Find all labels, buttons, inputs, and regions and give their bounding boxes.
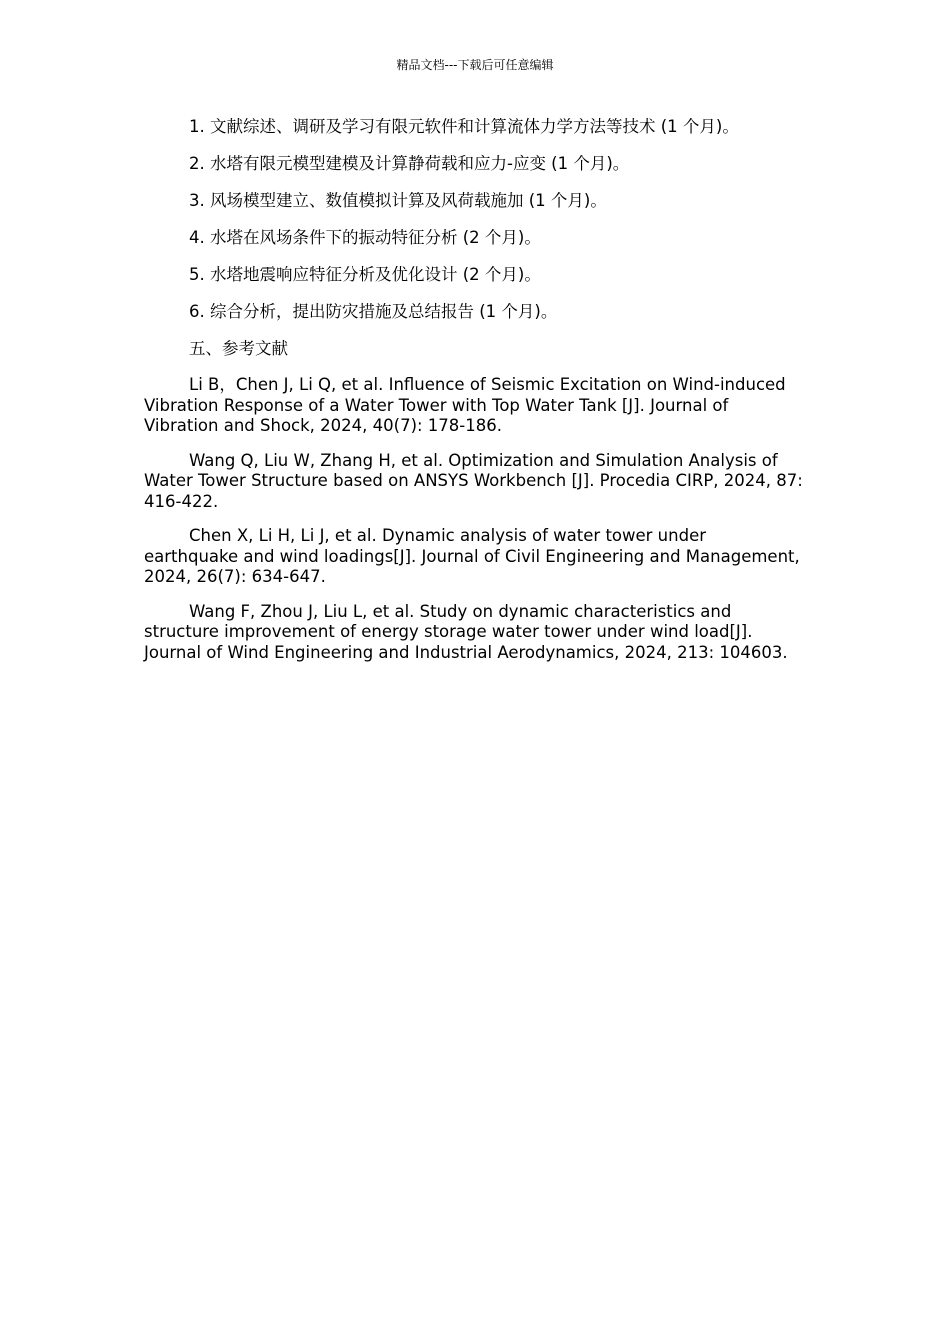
task-item: 5. 水塔地震响应特征分析及优化设计 (2 个月)。 [189,265,541,284]
task-item: 6. 综合分析，提出防灾措施及总结报告 (1 个月)。 [189,302,558,321]
reference-item: Li B，Chen J, Li Q, et al. Influence of Seismic Excitation on Wind-induced Vibration Response of a Water Tower with Top Water Tank [J]. Journal of Vibration and Shock, 2024, 40(7): 178-186. [144,375,786,435]
task-item: 3. 风场模型建立、数值模拟计算及风荷载施加 (1 个月)。 [189,191,607,210]
reference-item: Chen X, Li H, Li J, et al. Dynamic analysis of water tower under earthquake and wind loadings[J]. Journal of Civil Engineering and Management, 2024, 26(7): 634-647. [144,526,800,586]
document-body [144,116,804,677]
page-header: 精品文档---下载后可任意编辑 [396,58,554,72]
reference-list [144,375,804,663]
reference-item: Wang Q, Liu W, Zhang H, et al. Optimization and Simulation Analysis of Water Tower Structure based on ANSYS Workbench [J]. Procedia CIRP, 2024, 87: 416-422. [144,450,803,511]
task-item: 2. 水塔有限元模型建模及计算静荷载和应力-应变 (1 个月)。 [189,154,630,173]
task-item: 4. 水塔在风场条件下的振动特征分析 (2 个月)。 [189,228,541,247]
references-heading: 五、参考文献 [189,339,288,358]
task-item: 1. 文献综述、调研及学习有限元软件和计算流体力学方法等技术 (1 个月)。 [189,117,739,136]
reference-item: Wang F, Zhou J, Liu L, et al. Study on dynamic characteristics and structure improvement of energy storage water tower under wind load[J]. Journal of Wind Engineering and Industrial Aerodynamics, 2024, 213: 104603. [144,601,788,662]
task-list [144,116,804,323]
